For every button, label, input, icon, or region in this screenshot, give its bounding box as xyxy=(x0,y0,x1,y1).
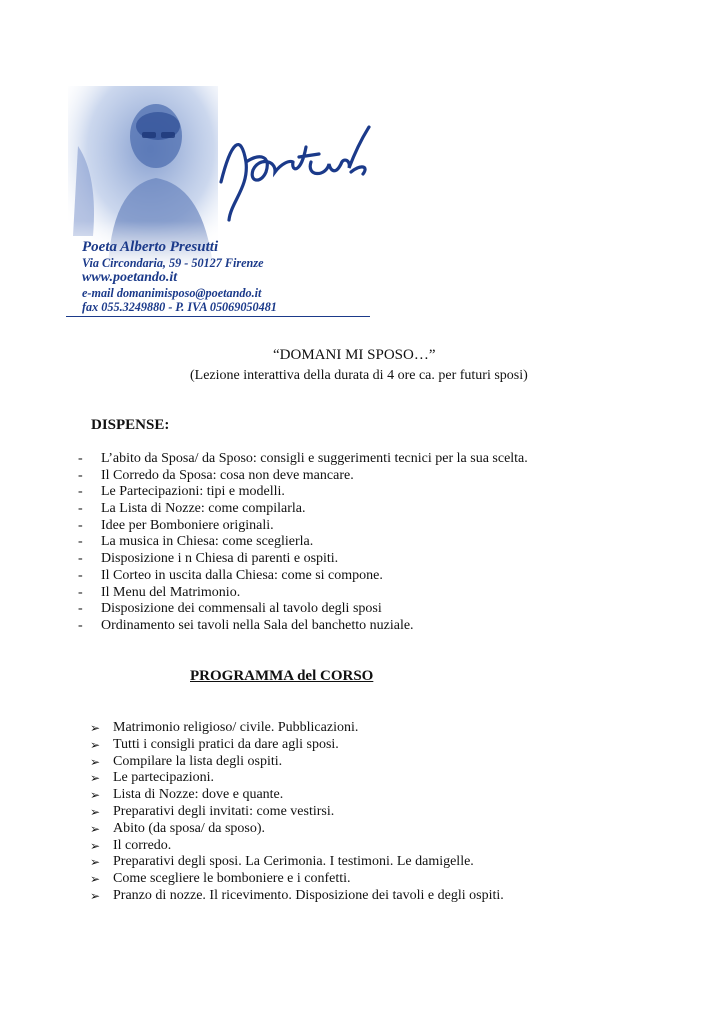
website-link[interactable]: www.poetando.it xyxy=(82,270,178,285)
arrow-bullet-icon: ➢ xyxy=(90,788,101,803)
list-item xyxy=(90,838,504,855)
list-item-text: Preparativi degli sposi. La Cerimonia. I testimoni. Le damigelle. xyxy=(113,854,474,870)
list-item-text: La musica in Chiesa: come sceglierla. xyxy=(101,534,314,550)
course-title: “DOMANI MI SPOSO…” xyxy=(273,347,436,363)
arrow-bullet-icon: ➢ xyxy=(90,771,101,786)
author-name: Poeta Alberto Presutti xyxy=(82,239,219,255)
list-item xyxy=(78,484,528,501)
programma-list xyxy=(90,720,504,905)
list-item-text: L’abito da Sposa/ da Sposo: consigli e suggerimenti tecnici per la sua scelta. xyxy=(101,451,528,466)
dispense-heading: DISPENSE: xyxy=(91,417,170,433)
list-item-text: Tutti i consigli pratici da dare agli sposi. xyxy=(113,736,339,752)
contact-block xyxy=(82,238,382,314)
arrow-bullet-icon: ➢ xyxy=(90,821,101,836)
list-item xyxy=(78,501,528,518)
arrow-bullet-icon: ➢ xyxy=(90,888,101,903)
arrow-bullet-icon: ➢ xyxy=(90,737,101,752)
list-item xyxy=(90,720,504,737)
list-item xyxy=(90,821,504,838)
list-item-text: Abito (da sposa/ da sposo). xyxy=(113,820,266,836)
list-item xyxy=(78,534,528,551)
list-item-text: Come scegliere le bomboniere e i confetti. xyxy=(113,871,351,887)
list-item xyxy=(90,737,504,754)
course-subtitle: (Lezione interattiva della durata di 4 ore ca. per futuri sposi) xyxy=(190,368,528,383)
poetando-logo xyxy=(201,102,376,222)
list-item-text: Le Partecipazioni: tipi e modelli. xyxy=(101,484,285,500)
fax-vat-line: fax 055.3249880 - P. IVA 05069050481 xyxy=(82,300,277,314)
dash-bullet: - xyxy=(78,601,83,617)
dash-bullet: - xyxy=(78,501,83,517)
dash-bullet: - xyxy=(78,617,83,633)
dash-bullet: - xyxy=(78,467,83,483)
list-item-text: Disposizione i n Chiesa di parenti e ospiti. xyxy=(101,551,339,567)
list-item xyxy=(90,888,504,905)
list-item xyxy=(78,518,528,535)
list-item xyxy=(78,468,528,485)
arrow-bullet-icon: ➢ xyxy=(90,804,101,819)
arrow-bullet-icon: ➢ xyxy=(90,721,101,735)
list-item xyxy=(78,451,528,468)
list-item-text: Il Menu del Matrimonio. xyxy=(101,584,241,600)
list-item xyxy=(90,871,504,888)
list-item-text: Matrimonio religioso/ civile. Pubblicazioni. xyxy=(113,720,359,735)
header-divider xyxy=(66,316,370,317)
list-item xyxy=(90,854,504,871)
dash-bullet: - xyxy=(78,567,83,583)
arrow-bullet-icon: ➢ xyxy=(90,838,101,853)
arrow-bullet-icon: ➢ xyxy=(90,754,101,769)
list-item xyxy=(78,551,528,568)
list-item-text: Idee per Bomboniere originali. xyxy=(101,517,274,533)
list-item xyxy=(90,787,504,804)
list-item xyxy=(90,804,504,821)
letterhead xyxy=(66,80,376,320)
list-item-text: Ordinamento sei tavoli nella Sala del banchetto nuziale. xyxy=(101,617,414,633)
list-item-text: La Lista di Nozze: come compilarla. xyxy=(101,501,306,517)
list-item xyxy=(78,585,528,602)
dash-bullet: - xyxy=(78,451,83,466)
list-item-text: Disposizione dei commensali al tavolo degli sposi xyxy=(101,601,382,617)
list-item-text: Il Corteo in uscita dalla Chiesa: come si compone. xyxy=(101,567,383,583)
dash-bullet: - xyxy=(78,517,83,533)
list-item xyxy=(78,618,528,635)
dispense-list xyxy=(78,451,528,635)
list-item xyxy=(90,770,504,787)
programma-heading: PROGRAMMA del CORSO xyxy=(190,668,374,684)
list-item xyxy=(78,568,528,585)
list-item-text: Lista di Nozze: dove e quante. xyxy=(113,787,284,803)
list-item xyxy=(78,601,528,618)
address-line: Via Circondaria, 59 - 50127 Firenze xyxy=(82,256,264,270)
arrow-bullet-icon: ➢ xyxy=(90,855,101,870)
list-item-text: Compilare la lista degli ospiti. xyxy=(113,753,283,769)
email-line[interactable]: e-mail domanimisposo@poetando.it xyxy=(82,286,262,300)
dash-bullet: - xyxy=(78,551,83,567)
list-item-text: Il Corredo da Sposa: cosa non deve mancare. xyxy=(101,467,354,483)
dash-bullet: - xyxy=(78,534,83,550)
list-item-text: Pranzo di nozze. Il ricevimento. Disposizione dei tavoli e degli ospiti. xyxy=(113,887,504,903)
dash-bullet: - xyxy=(78,584,83,600)
list-item-text: Preparativi degli invitati: come vestirsi. xyxy=(113,803,335,819)
list-item xyxy=(90,754,504,771)
list-item-text: Il corredo. xyxy=(113,837,172,853)
list-item-text: Le partecipazioni. xyxy=(113,770,215,786)
dash-bullet: - xyxy=(78,484,83,500)
arrow-bullet-icon: ➢ xyxy=(90,872,101,887)
